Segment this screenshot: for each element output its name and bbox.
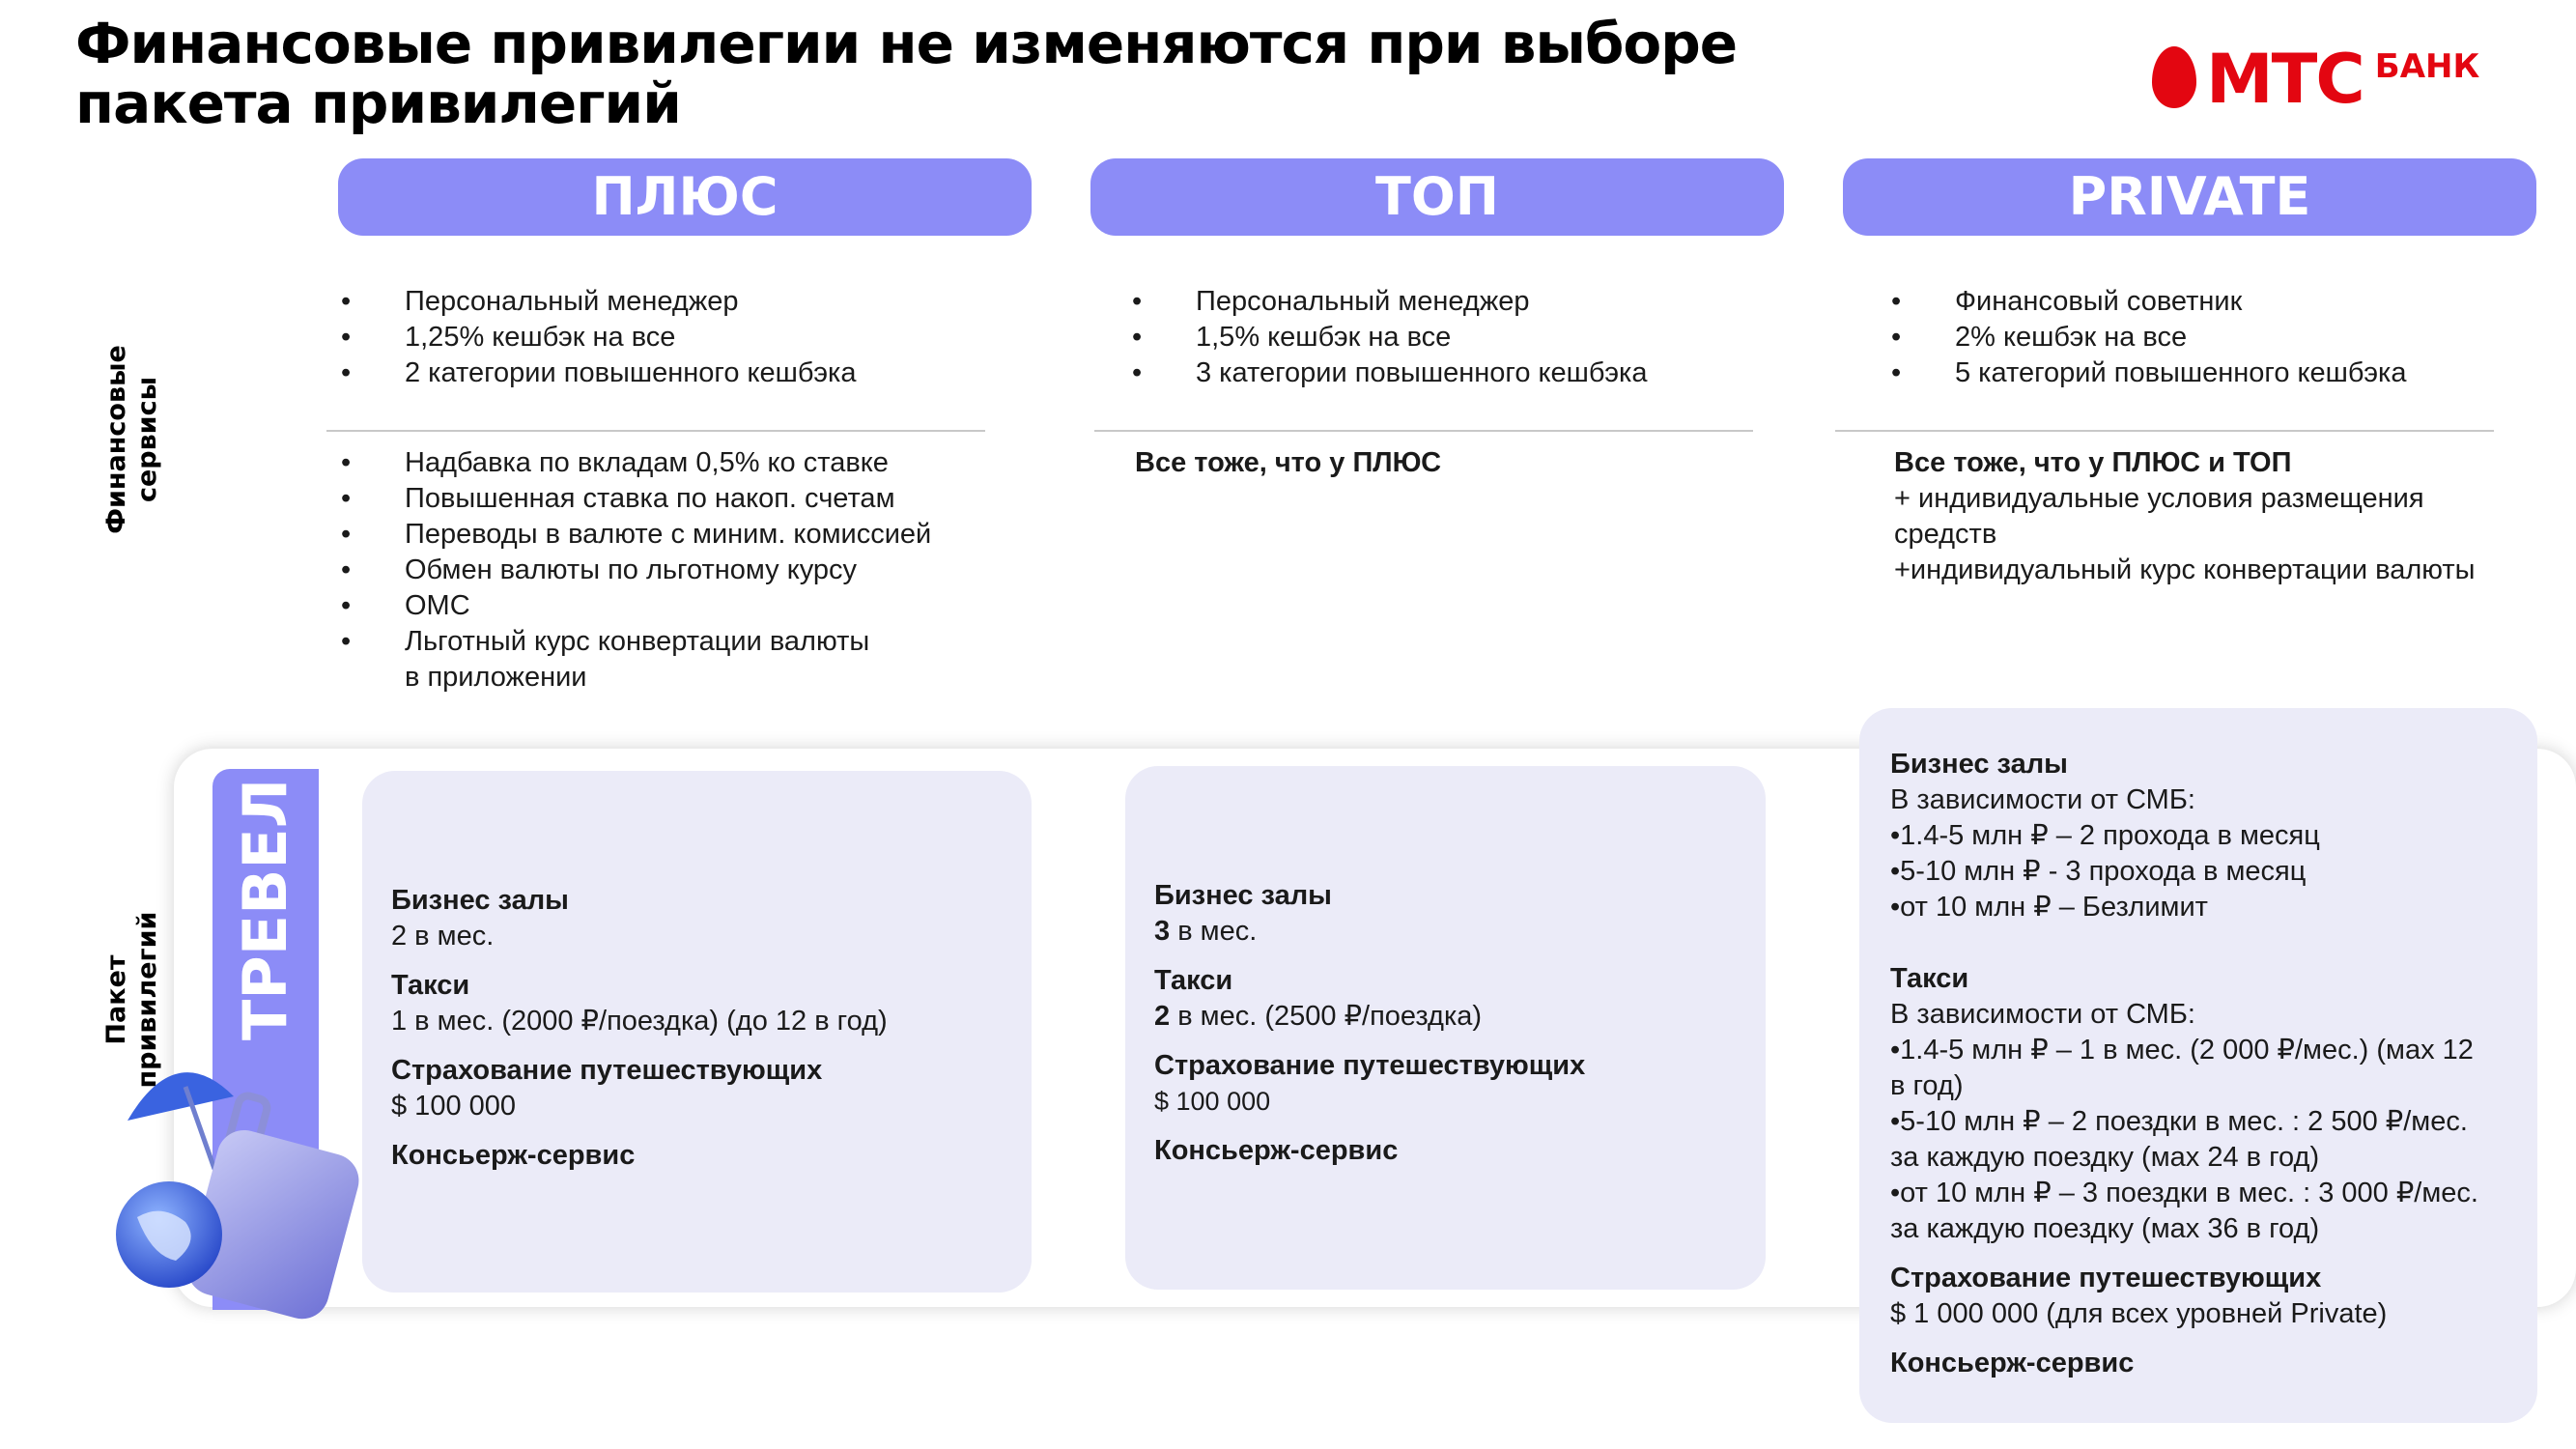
title-line-2: пакета привилегий: [75, 71, 681, 136]
list-item: • Финансовый советник: [1891, 284, 2567, 320]
insurance-value: $ 1 000 000 (для всех уровней Private): [1890, 1298, 2388, 1329]
mts-egg-icon: [2152, 46, 2196, 108]
travel-illustration: [108, 1043, 369, 1323]
list-item: • Переводы в валюте с миним. комиссией: [341, 517, 1017, 553]
taxi-line: •1.4-5 млн ₽ – 1 в мес. (2 000 ₽/мес.) (мах 12: [1890, 1035, 2474, 1065]
taxi-line: •от 10 млн ₽ – 3 поездки в мес. : 3 000 ₽/мес.: [1890, 1178, 2478, 1208]
globe-icon: [116, 1181, 222, 1288]
top-top-list: [1132, 284, 1808, 391]
lounges-heading: Бизнес залы: [1890, 749, 2068, 780]
insurance-heading: Страхование путешествующих: [1890, 1263, 2322, 1293]
divider: [326, 430, 985, 432]
insurance-value: $ 100 000: [1154, 1087, 1271, 1116]
side-label-package: Пакет привилегий: [101, 911, 162, 1089]
taxi-line: В зависимости от СМБ:: [1890, 999, 2195, 1030]
private-bottom-title: Все тоже, что у ПЛЮС и ТОП: [1894, 447, 2292, 478]
list-item: • Повышенная ставка по накоп. счетам: [341, 481, 1017, 517]
private-bottom-line: + индивидуальные условия размещения: [1894, 483, 2424, 514]
list-item: • ОМС: [341, 588, 1017, 624]
lounges-value: [1154, 914, 1753, 950]
private-bottom-text: [1894, 445, 2570, 588]
logo-mts-text: МТС: [2206, 40, 2364, 119]
logo-bank-text: БАНК: [2374, 47, 2480, 86]
lounges-line: В зависимости от СМБ:: [1890, 784, 2195, 815]
list-item: • Надбавка по вкладам 0,5% ко ставке: [341, 445, 1017, 481]
list-item: • 2% кешбэк на все: [1891, 320, 2567, 355]
list-item: • Обмен валюты по льготному курсу: [341, 553, 1017, 588]
top-travel-card: [1125, 766, 1766, 1290]
plus-travel-card: [362, 771, 1032, 1293]
list-item: • Персональный менеджер: [341, 284, 998, 320]
private-bottom-line: +индивидуальный курс конвертации валюты: [1894, 554, 2476, 585]
concierge-heading: Консьерж-сервис: [1890, 1348, 2135, 1378]
column-header-plus: ПЛЮС: [338, 158, 1032, 236]
column-header-private: PRIVATE: [1843, 158, 2536, 236]
taxi-rest: в мес. (2500 ₽/поездка): [1170, 1001, 1483, 1032]
travel-tab-label: ТРЕВЕЛ: [230, 778, 300, 1040]
lounges-line: •5-10 млн ₽ - 3 прохода в месяц: [1890, 856, 2307, 887]
private-travel-card: [1859, 708, 2537, 1423]
list-item: • Льготный курс конвертации валюты в приложении: [341, 624, 1017, 696]
divider: [1835, 430, 2494, 432]
taxi-value: [1154, 999, 1753, 1035]
lounges-rest: в мес.: [1170, 916, 1258, 947]
page-title: [75, 11, 2007, 136]
taxi-line: за каждую поездку (мах 36 в год): [1890, 1213, 2320, 1244]
list-item: • 3 категории повышенного кешбэка: [1132, 355, 1808, 391]
taxi-heading: Такси: [391, 970, 470, 1001]
taxi-line: •5-10 млн ₽ – 2 поездки в мес. : 2 500 ₽/мес.: [1890, 1106, 2468, 1137]
lounges-heading: Бизнес залы: [391, 885, 569, 916]
insurance-heading: Страхование путешествующих: [391, 1055, 823, 1086]
concierge-heading: Консьерж-сервис: [391, 1140, 636, 1171]
private-top-list: [1891, 284, 2567, 391]
concierge-heading: Консьерж-сервис: [1154, 1135, 1399, 1166]
list-item: • 1,25% кешбэк на все: [341, 320, 998, 355]
lounges-line: •от 10 млн ₽ – Безлимит: [1890, 892, 2208, 923]
lounges-heading: Бизнес залы: [1154, 880, 1332, 911]
column-header-top: ТОП: [1090, 158, 1784, 236]
mts-bank-logo: [2152, 40, 2480, 119]
taxi-value: 1 в мес. (2000 ₽/поездка) (до 12 в год): [391, 1006, 888, 1037]
insurance-value: $ 100 000: [391, 1091, 517, 1122]
taxi-line: за каждую поездку (мах 24 в год): [1890, 1142, 2320, 1173]
top-same-as-plus: Все тоже, что у ПЛЮС: [1135, 447, 1442, 478]
taxi-number: 2: [1154, 1001, 1171, 1032]
divider: [1094, 430, 1753, 432]
list-item: • Персональный менеджер: [1132, 284, 1808, 320]
list-item: • 5 категорий повышенного кешбэка: [1891, 355, 2567, 391]
list-item: • 1,5% кешбэк на все: [1132, 320, 1808, 355]
taxi-line: в год): [1890, 1070, 1964, 1101]
insurance-heading: Страхование путешествующих: [1154, 1050, 1586, 1081]
taxi-heading: Такси: [1890, 963, 1969, 994]
side-label-financial: Финансовые сервисы: [101, 345, 162, 534]
title-line-1: Финансовые привилегии не изменяются при выборе: [75, 11, 1738, 76]
taxi-heading: Такси: [1154, 965, 1233, 996]
list-item: • 2 категории повышенного кешбэка: [341, 355, 998, 391]
private-bottom-line: средств: [1894, 519, 1997, 550]
lounges-line: •1.4-5 млн ₽ – 2 прохода в месяц: [1890, 820, 2320, 851]
lounges-value: 2 в мес.: [391, 921, 495, 952]
lounges-number: 3: [1154, 916, 1171, 947]
plus-top-list: [341, 284, 998, 391]
plus-bottom-list: [341, 445, 1017, 696]
